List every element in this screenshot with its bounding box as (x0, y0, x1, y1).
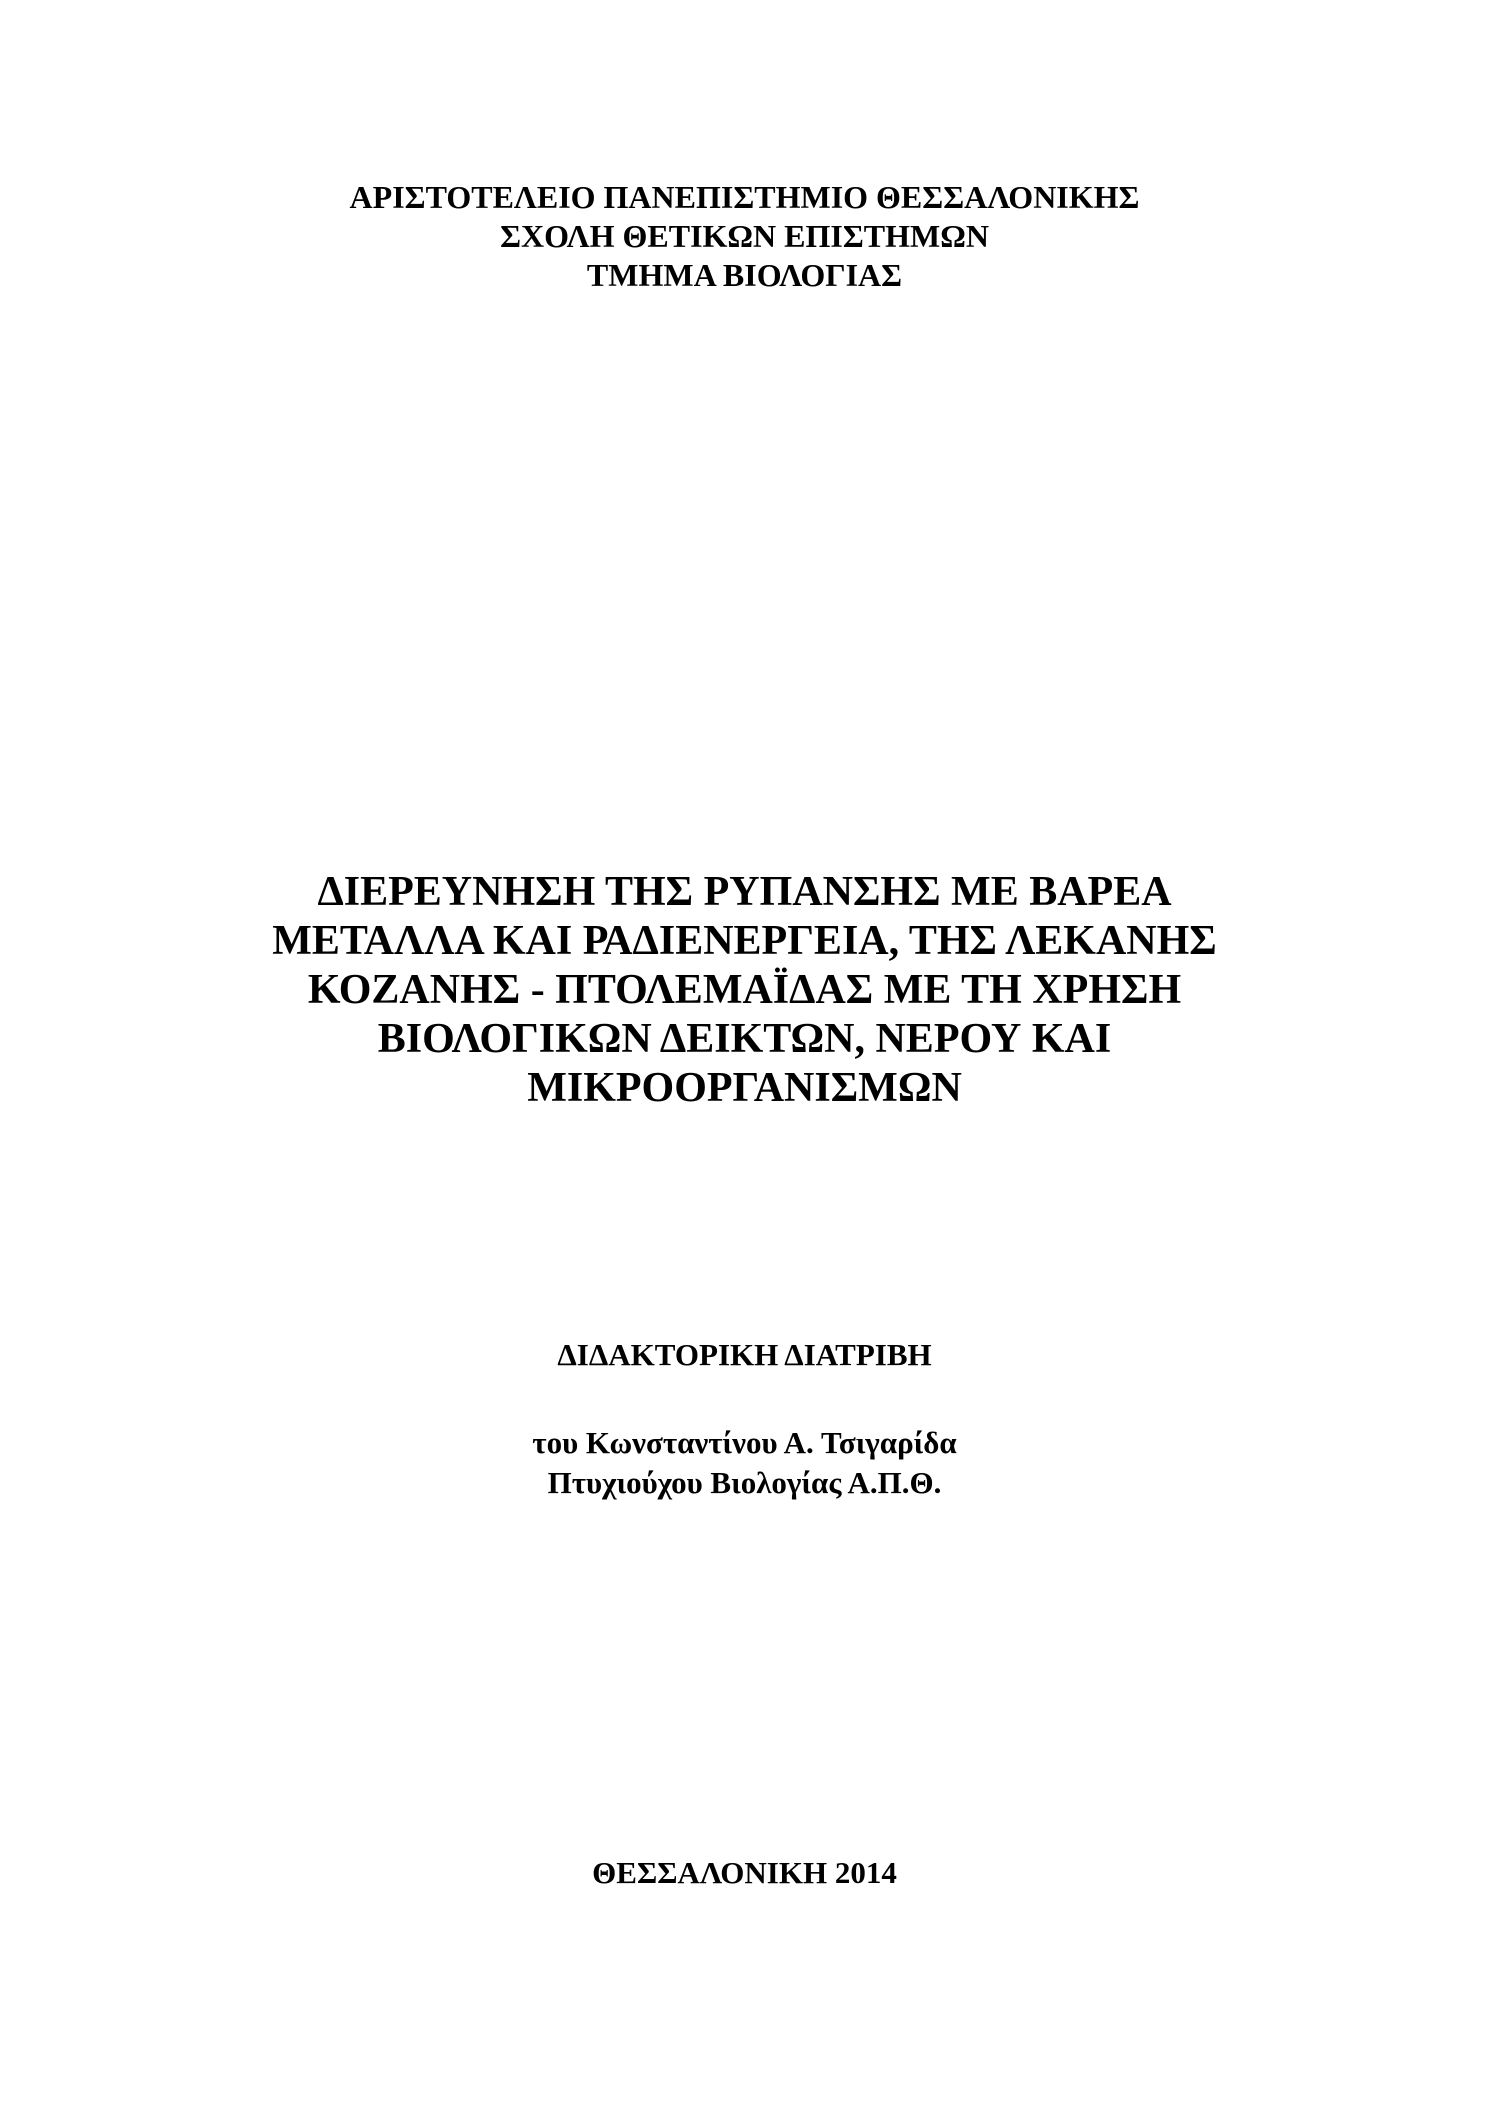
thesis-title (0, 868, 1489, 1113)
title-line: ΔΙΕΡΕΥΝΗΣΗ ΤΗΣ ΡΥΠΑΝΣΗΣ ΜΕ ΒΑΡΕΑ (317, 869, 1172, 915)
place-year (0, 1854, 1489, 1892)
title-line: ΚΟΖΑΝΗΣ - ΠΤΟΛΕΜΑΪΔΑΣ ΜΕ ΤΗ ΧΡΗΣΗ (307, 967, 1182, 1013)
school-name: ΣΧΟΛΗ ΘΕΤΙΚΩΝ ΕΠΙΣΤΗΜΩΝ (500, 218, 989, 254)
author-name: του Κωνσταντίνου Α. Τσιγαρίδα (532, 1425, 957, 1460)
university-name: ΑΡΙΣΤΟΤΕΛΕΙΟ ΠΑΝΕΠΙΣΤΗΜΙΟ ΘΕΣΣΑΛΟΝΙΚΗΣ (349, 179, 1140, 215)
department-name: ΤΜΗΜΑ ΒΙΟΛΟΓΙΑΣ (586, 257, 903, 293)
thesis-type (0, 1336, 1489, 1374)
title-line: ΜΙΚΡΟΟΡΓΑΝΙΣΜΩΝ (527, 1065, 962, 1111)
title-line: ΒΙΟΛΟΓΙΚΩΝ ΔΕΙΚΤΩΝ, ΝΕΡΟΥ ΚΑΙ (377, 1016, 1112, 1062)
title-line: ΜΕΤΑΛΛΑ ΚΑΙ ΡΑΔΙΕΝΕΡΓΕΙΑ, ΤΗΣ ΛΕΚΑΝΗΣ (272, 918, 1217, 964)
author-block (0, 1423, 1489, 1503)
place-year-label: ΘΕΣΣΑΛΟΝΙΚΗ 2014 (592, 1855, 897, 1890)
thesis-type-label: ΔΙΔΑΚΤΟΡΙΚΗ ΔΙΑΤΡΙΒΗ (557, 1337, 932, 1372)
author-degree: Πτυχιούχου Βιολογίας Α.Π.Θ. (547, 1465, 942, 1500)
institution-header (0, 178, 1489, 295)
